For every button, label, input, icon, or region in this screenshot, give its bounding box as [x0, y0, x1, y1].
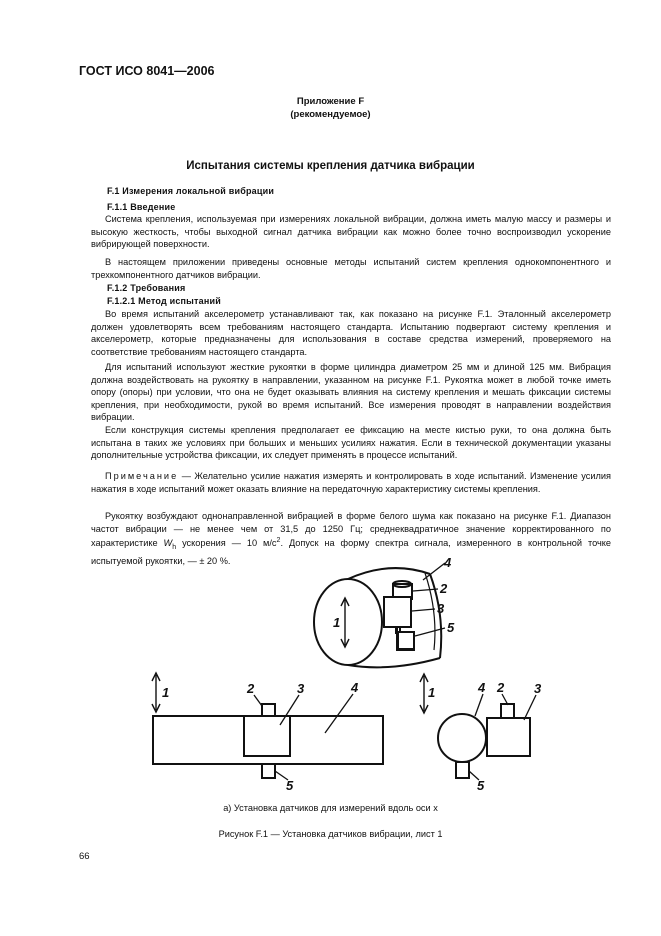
- appendix-type: (рекомендуемое): [290, 109, 371, 120]
- top-sensor-5: [397, 628, 415, 650]
- label-3-side: 3: [297, 681, 305, 696]
- page-number: 66: [79, 851, 90, 862]
- section-heading-f121: F.1.2.1 Метод испытаний: [107, 296, 221, 306]
- label-2-end: 2: [497, 680, 505, 695]
- label-1-end: 1: [428, 685, 436, 700]
- paragraph-method-1: Во время испытаний акселерометр устанавливают так, как показано на рисунке F.1. Эталонный акселерометр должен удовлетворять всем требованиям настоящего стандарта. Испытанию подвергают систему крепления и акселерометр, которые предназначены для использования в составе средства измерений, проверяемого на соответствие требованиям настоящего стандарта.: [91, 309, 611, 357]
- handle-end-view: [438, 714, 486, 762]
- label-1-top: 1: [333, 615, 341, 630]
- paragraph-intro-2: В настоящем приложении приведены основные методы испытаний систем крепления однокомпонентного и трехкомпонентного датчиков вибрации.: [91, 257, 611, 280]
- label-1-side: 1: [162, 685, 170, 700]
- label-2-top: 2: [440, 581, 448, 596]
- label-5-top: 5: [447, 620, 455, 635]
- side-sensor-2: [262, 704, 275, 716]
- label-5-end: 5: [477, 778, 485, 793]
- end-sensor-2: [501, 704, 514, 718]
- top-sensor-3: [384, 597, 411, 627]
- end-sensor-3: [487, 718, 530, 756]
- label-3-top: 3: [437, 601, 445, 616]
- label-4-end: 4: [478, 680, 486, 695]
- label-2-side: 2: [247, 681, 255, 696]
- page-title: Испытания системы крепления датчика вибрации: [186, 160, 475, 172]
- label-4-side: 4: [351, 680, 359, 695]
- paragraph-method-4: Рукоятку возбуждают однонаправленной вибрацией в форме белого шума как показано на рисунке F.1. Диапазон частот вибрации — не менее чем от 31,5 до 1250 Гц; среднеквадратичное значение корректированного по характеристике $W_h$ ускорения — 10 $м/с^2$. Допуск на форму спектра сигнала, измеренного в контрольной точке испытуемой рукоятки, — ± 20 %.: [91, 511, 612, 566]
- document-header: ГОСТ ИСО 8041—2006: [79, 64, 215, 78]
- figure-caption: Рисунок F.1 — Установка датчиков вибрации, лист 1: [218, 829, 443, 839]
- paragraph-intro-1: Система крепления, используемая при измерениях локальной вибрации, должна иметь малую массу и размеры и высокую жесткость, чтобы выходной сигнал датчика вибрации как можно более точно воспроизводил ускорение вибрирующей поверхности.: [91, 214, 611, 250]
- note-paragraph: Примечание — Желательно усилие нажатия измерять и контролировать в ходе испытаний. Изменение усилия нажатия в ходе испытаний может оказать влияние на передаточную характеристику системы крепления.: [91, 471, 611, 494]
- label-4-top: 4: [444, 555, 452, 570]
- section-heading-f12: F.1.2 Требования: [107, 283, 186, 293]
- label-3-end: 3: [534, 681, 542, 696]
- paragraph-method-3: Если конструкция системы крепления предполагает ее фиксацию на месте кистью руки, то она должна быть испытана в таких же условиях при больших и меньших усилиях нажатия. Если в технической документации указаны дополнительные устройства фиксации, их следует применять в процессе испытаний.: [91, 425, 611, 461]
- appendix-label: Приложение F: [296, 96, 365, 107]
- end-sensor-5: [456, 762, 469, 778]
- section-heading-f11: F.1.1 Введение: [107, 202, 176, 212]
- figure-subcaption: а) Установка датчиков для измерений вдоль оси x: [223, 803, 438, 813]
- side-sensor-3: [244, 716, 290, 756]
- section-heading-f1: F.1 Измерения локальной вибрации: [107, 186, 275, 196]
- paragraph-method-2: Для испытаний используют жесткие рукоятки в форме цилиндра диаметром 25 мм и длиной 125 мм. Вибрация должна воздействовать на рукоятку в направлении, указанном на рисунке F.1. Рукоятка может в любой точке иметь опору (опоры) при условии, что она не будет оказывать влияния на систему крепления и мешать фиксации системы крепления, при необходимости, рукой во время испытаний. Все измерения проводят в направлении воздействия вибрации.: [91, 362, 611, 423]
- side-sensor-5: [262, 764, 275, 778]
- label-5-side: 5: [286, 778, 294, 793]
- note-label: Примечание: [105, 471, 179, 481]
